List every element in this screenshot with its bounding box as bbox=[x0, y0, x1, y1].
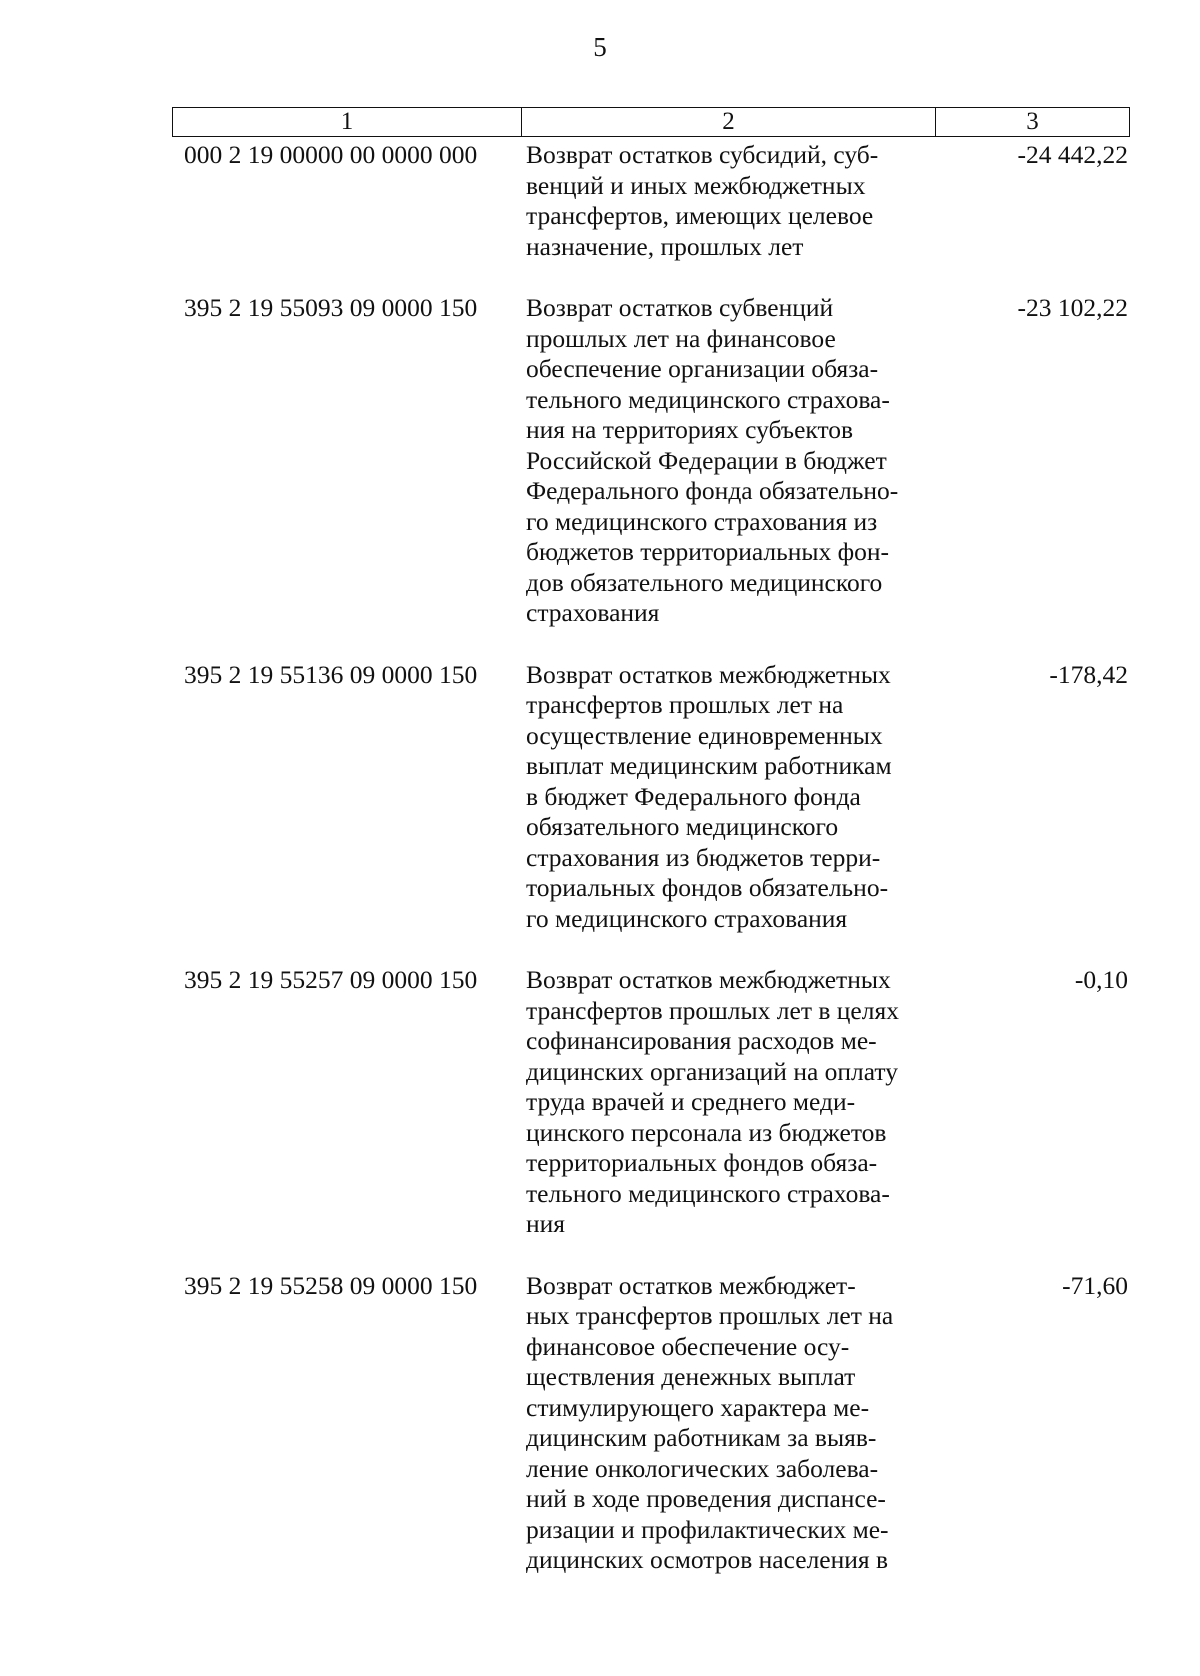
table-body bbox=[172, 140, 1130, 1576]
row-description-line: ториальных фондов обязательно- bbox=[526, 873, 889, 902]
row-description-line: Федерального фонда обязательно- bbox=[526, 476, 899, 505]
row-description bbox=[522, 1271, 935, 1576]
row-description-line: трансфертов прошлых лет на bbox=[526, 690, 844, 719]
row-amount: -0,10 bbox=[1074, 965, 1128, 994]
row-description-line: стимулирующего характера ме- bbox=[526, 1392, 870, 1422]
row-description-line: тельного медицинского страхова- bbox=[526, 1178, 890, 1208]
header-column-3: 3 bbox=[1026, 108, 1039, 135]
row-description-line: назначение, прошлых лет bbox=[526, 231, 804, 261]
header-column-2: 2 bbox=[522, 108, 936, 136]
table-header bbox=[172, 107, 1130, 137]
row-description bbox=[522, 660, 935, 935]
row-description-line: ния на территориях субъектов bbox=[526, 415, 854, 444]
table-row bbox=[172, 1271, 1130, 1576]
row-description bbox=[522, 140, 935, 262]
row-description-line: финансовое обеспечение осу- bbox=[526, 1331, 850, 1361]
row-description-line: ление онкологических заболева- bbox=[526, 1453, 879, 1483]
row-description-line: дицинским работникам за выяв- bbox=[526, 1423, 877, 1452]
row-description-line: софинансирования расходов ме- bbox=[526, 1026, 877, 1055]
row-amount: -23 102,22 bbox=[1017, 293, 1128, 322]
row-description-line: страхования из бюджетов терри- bbox=[526, 842, 881, 872]
row-description-line: дов обязательного медицинского bbox=[526, 567, 883, 597]
row-description-line: труда врачей и среднего меди- bbox=[526, 1087, 856, 1116]
row-code: 395 2 19 55093 09 0000 150 bbox=[184, 293, 478, 322]
row-description-line: дицинских организаций на оплату bbox=[526, 1056, 898, 1086]
row-description-line: го медицинского страхования из bbox=[526, 506, 878, 536]
row-code: 395 2 19 55257 09 0000 150 bbox=[184, 965, 478, 994]
row-description-line: Возврат остатков межбюджетных bbox=[526, 659, 891, 689]
row-description-line: обязательного медицинского bbox=[526, 812, 839, 841]
row-description-line: Возврат остатков межбюджетных bbox=[526, 965, 891, 994]
page-number: 5 bbox=[593, 32, 607, 62]
table-row bbox=[172, 660, 1130, 935]
row-description-line: территориальных фондов обяза- bbox=[526, 1148, 878, 1177]
row-amount: -24 442,22 bbox=[1017, 140, 1128, 169]
row-amount: -178,42 bbox=[1049, 659, 1128, 689]
row-description-line: венций и иных межбюджетных bbox=[526, 170, 866, 200]
table-row bbox=[172, 965, 1130, 1240]
row-amount: -71,60 bbox=[1062, 1270, 1128, 1300]
row-description bbox=[522, 965, 935, 1240]
row-description-line: тельного медицинского страхова- bbox=[526, 384, 890, 414]
row-description-line: дицинских осмотров населения в bbox=[526, 1545, 889, 1574]
row-description bbox=[522, 293, 935, 629]
row-description-line: Возврат остатков субвенций bbox=[526, 293, 834, 322]
row-code: 000 2 19 00000 00 0000 000 bbox=[184, 140, 478, 169]
row-description-line: ществления денежных выплат bbox=[526, 1362, 856, 1391]
row-description-line: цинского персонала из бюджетов bbox=[526, 1117, 887, 1147]
row-description-line: бюджетов территориальных фон- bbox=[526, 537, 890, 566]
row-description-line: ных трансфертов прошлых лет на bbox=[526, 1301, 894, 1330]
row-description-line: обеспечение организации обяза- bbox=[526, 354, 879, 383]
row-code: 395 2 19 55136 09 0000 150 bbox=[184, 659, 478, 689]
row-description-line: Возврат остатков межбюджет- bbox=[526, 1270, 856, 1300]
row-description-line: Возврат остатков субсидий, суб- bbox=[526, 140, 879, 169]
row-description-line: го медицинского страхования bbox=[526, 903, 848, 933]
row-description-line: в бюджет Федерального фонда bbox=[526, 781, 861, 811]
row-description-line: Российской Федерации в бюджет bbox=[526, 445, 887, 475]
table-row bbox=[172, 140, 1130, 262]
row-description-line: трансфертов прошлых лет в целях bbox=[526, 995, 899, 1025]
table-row bbox=[172, 293, 1130, 629]
row-description-line: страхования bbox=[526, 598, 660, 627]
row-description-line: ния bbox=[526, 1209, 566, 1238]
row-description-line: ризации и профилактических ме- bbox=[526, 1514, 889, 1544]
row-description-line: ний в ходе проведения диспансе- bbox=[526, 1484, 886, 1513]
row-description-line: выплат медицинским работникам bbox=[526, 751, 892, 780]
row-description-line: трансфертов, имеющих целевое bbox=[526, 201, 874, 230]
row-code: 395 2 19 55258 09 0000 150 bbox=[184, 1270, 478, 1300]
row-description-line: прошлых лет на финансовое bbox=[526, 323, 836, 353]
row-description-line: осуществление единовременных bbox=[526, 720, 883, 750]
header-column-1: 1 bbox=[173, 108, 522, 136]
budget-table bbox=[172, 107, 1130, 1607]
